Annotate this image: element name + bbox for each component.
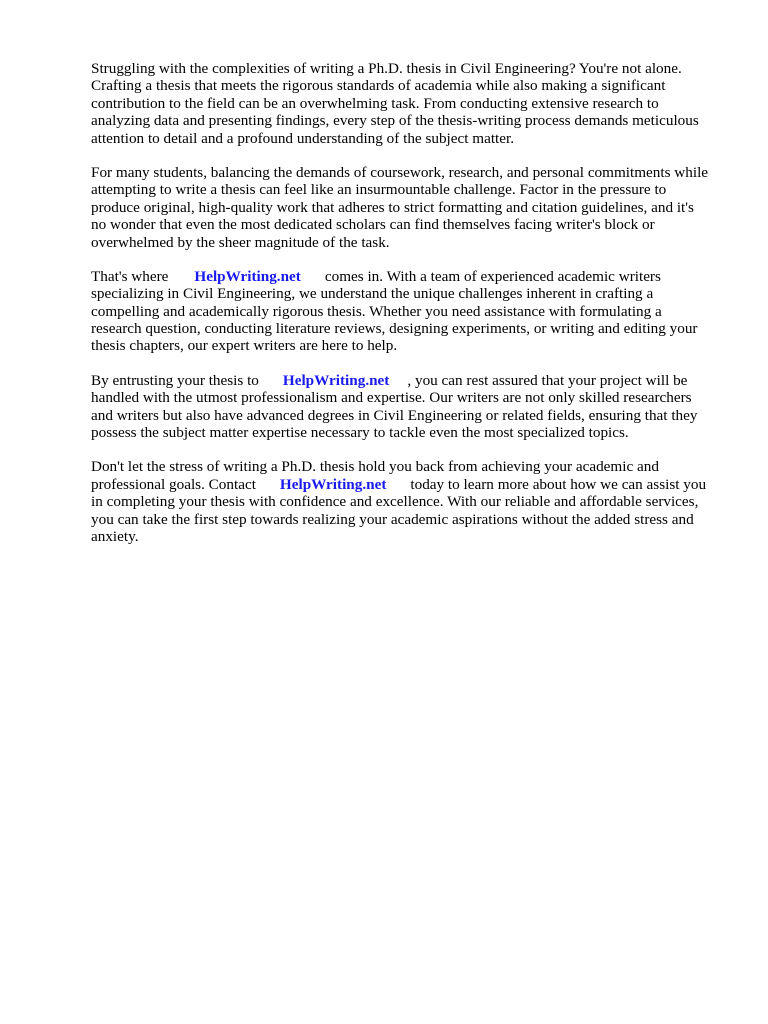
document-page bbox=[91, 60, 731, 562]
text-segment: today to learn more about how we can assist you bbox=[410, 475, 707, 493]
text-line: anxiety. bbox=[91, 527, 139, 545]
text-line bbox=[91, 268, 731, 285]
text-line: overwhelmed by the sheer magnitude of the task. bbox=[91, 233, 390, 251]
text-line bbox=[91, 476, 731, 493]
text-line: thesis chapters, our expert writers are here to help. bbox=[91, 337, 398, 355]
text-line: no wonder that even the most dedicated scholars can find themselves facing writer's block or bbox=[91, 216, 655, 234]
text-segment: That's where bbox=[91, 267, 169, 285]
text-segment: comes in. With a team of experienced academic writers bbox=[324, 267, 661, 285]
helpwriting-link[interactable]: HelpWriting.net bbox=[279, 475, 387, 493]
text-line: For many students, balancing the demands of coursework, research, and personal commitments while bbox=[91, 163, 709, 181]
text-line: analyzing data and presenting findings, every step of the thesis-writing process demands meticulous bbox=[91, 112, 699, 130]
text-line: you can take the first step towards realizing your academic aspirations without the added stress and bbox=[91, 510, 694, 528]
text-line: Don't let the stress of writing a Ph.D. thesis hold you back from achieving your academic and bbox=[91, 458, 659, 476]
helpwriting-link[interactable]: HelpWriting.net bbox=[282, 371, 390, 389]
text-line: produce original, high-quality work that adheres to strict formatting and citation guidelines, and it's bbox=[91, 198, 694, 216]
helpwriting-link[interactable]: HelpWriting.net bbox=[194, 267, 301, 285]
paragraph-challenges bbox=[91, 164, 731, 251]
paragraph-intro bbox=[91, 60, 731, 147]
text-line: research question, conducting literature reviews, designing experiments, or writing and editing your bbox=[91, 320, 698, 338]
text-line: handled with the utmost professionalism and expertise. Our writers are not only skilled researchers bbox=[91, 389, 692, 407]
text-line: in completing your thesis with confidence and excellence. With our reliable and affordable services, bbox=[91, 493, 699, 511]
text-line: Struggling with the complexities of writing a Ph.D. thesis in Civil Engineering? You're not alone. bbox=[91, 60, 682, 77]
text-segment: , you can rest assured that your project will be bbox=[407, 371, 688, 389]
text-segment: By entrusting your thesis to bbox=[91, 371, 259, 389]
paragraph-call-to-action bbox=[91, 458, 731, 545]
text-line bbox=[91, 372, 731, 389]
paragraph-service-intro bbox=[91, 268, 731, 355]
text-line: specializing in Civil Engineering, we understand the unique challenges inherent in crafting a bbox=[91, 285, 654, 303]
text-line: possess the subject matter expertise necessary to tackle even the most specialized topics. bbox=[91, 424, 629, 442]
text-line: attention to detail and a profound understanding of the subject matter. bbox=[91, 129, 515, 147]
paragraph-expertise bbox=[91, 372, 731, 442]
text-line: compelling and academically rigorous thesis. Whether you need assistance with formulating a bbox=[91, 302, 662, 320]
text-line: contribution to the field can be an overwhelming task. From conducting extensive research to bbox=[91, 94, 659, 112]
text-segment: professional goals. Contact bbox=[91, 475, 256, 493]
text-line: and writers but also have advanced degrees in Civil Engineering or related fields, ensuring that they bbox=[91, 406, 698, 424]
text-line: Crafting a thesis that meets the rigorous standards of academia while also making a significant bbox=[91, 77, 666, 95]
text-line: attempting to write a thesis can feel like an insurmountable challenge. Factor in the pressure to bbox=[91, 181, 667, 199]
